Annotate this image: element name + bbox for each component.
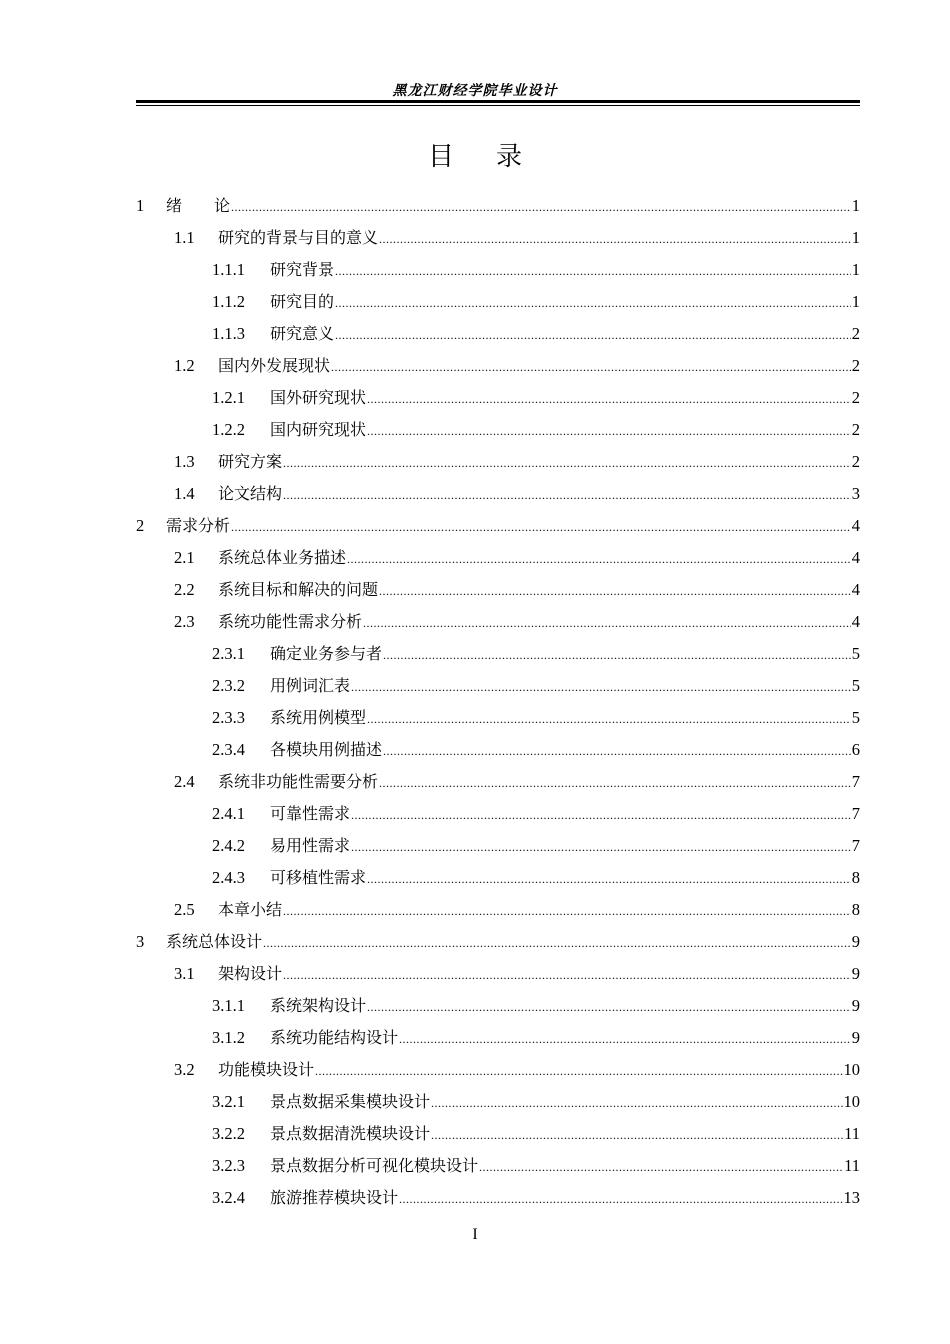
toc-entry-page: 7	[851, 772, 860, 791]
toc-entry-page: 2	[851, 356, 860, 375]
toc-dot-leader	[363, 607, 851, 639]
toc-entry-page: 13	[843, 1188, 860, 1207]
toc-entry[interactable]	[136, 542, 860, 574]
toc-entry-page: 5	[851, 676, 860, 695]
toc-entry-title: 绪 论	[166, 196, 231, 215]
toc-entry-number: 1.1.2	[212, 292, 245, 311]
toc-entry-page: 4	[851, 612, 860, 631]
toc-dot-leader	[399, 1023, 851, 1055]
page-number: I	[472, 1226, 478, 1243]
toc-entry-number: 3.1	[174, 964, 195, 983]
toc-entry-number: 3.1.1	[212, 996, 245, 1015]
toc-entry-number: 1.2.1	[212, 388, 245, 407]
toc-dot-leader	[283, 479, 851, 511]
toc-entry-title: 本章小结	[218, 900, 283, 919]
toc-entry-page: 10	[843, 1092, 860, 1111]
header-rule-thick	[136, 100, 860, 103]
toc-entry-number: 1.4	[174, 484, 195, 503]
toc-dot-leader	[231, 511, 851, 543]
toc-entry-title: 系统目标和解决的问题	[218, 580, 379, 599]
toc-entry[interactable]	[136, 1086, 860, 1118]
toc-entry-title: 旅游推荐模块设计	[270, 1188, 399, 1207]
toc-entry-page: 7	[851, 804, 860, 823]
toc-entry-number: 2.3	[174, 612, 195, 631]
toc-entry-title: 用例词汇表	[270, 676, 351, 695]
toc-dot-leader	[367, 991, 851, 1023]
toc-entry[interactable]	[136, 638, 860, 670]
toc-entry-page: 4	[851, 516, 860, 535]
toc-entry-title: 架构设计	[218, 964, 283, 983]
toc-entry-title: 论文结构	[218, 484, 283, 503]
toc-entry-number: 2	[136, 516, 145, 535]
toc-entry-page: 11	[844, 1124, 860, 1143]
toc-entry-number: 1.1.1	[212, 260, 245, 279]
toc-entry-number: 2.5	[174, 900, 195, 919]
toc-entry-number: 2.3.2	[212, 676, 245, 695]
toc-entry-page: 4	[851, 548, 860, 567]
toc-entry[interactable]	[136, 1150, 860, 1182]
toc-entry[interactable]	[136, 574, 860, 606]
toc-entry-number: 2.4.1	[212, 804, 245, 823]
toc-entry-page: 5	[851, 708, 860, 727]
toc-entry[interactable]	[136, 382, 860, 414]
toc-entry[interactable]	[136, 702, 860, 734]
toc-dot-leader	[431, 1119, 843, 1151]
toc-entry-number: 2.4.3	[212, 868, 245, 887]
toc-entry-title: 功能模块设计	[218, 1060, 315, 1079]
toc-entry-title: 研究意义	[270, 324, 335, 343]
toc-dot-leader	[383, 639, 851, 671]
toc-entry-number: 2.3.3	[212, 708, 245, 727]
toc-entry-title: 景点数据采集模块设计	[270, 1092, 431, 1111]
toc-entry-title: 各模块用例描述	[270, 740, 383, 759]
toc-entry-number: 3.2.4	[212, 1188, 245, 1207]
toc-entry-title: 系统总体设计	[166, 932, 263, 951]
toc-dot-leader	[379, 223, 851, 255]
toc-entry[interactable]	[136, 414, 860, 446]
toc-entry[interactable]	[136, 190, 860, 222]
toc-entry[interactable]	[136, 990, 860, 1022]
toc-title: 目录	[427, 142, 564, 172]
toc-entry-number: 2.4.2	[212, 836, 245, 855]
toc-dot-leader	[383, 735, 851, 767]
toc-dot-leader	[231, 191, 851, 223]
toc-dot-leader	[283, 447, 851, 479]
toc-dot-leader	[351, 799, 851, 831]
toc-entry[interactable]	[136, 734, 860, 766]
toc-dot-leader	[335, 287, 851, 319]
toc-dot-leader	[367, 703, 851, 735]
toc-dot-leader	[431, 1087, 842, 1119]
toc-entry-title: 国外研究现状	[270, 388, 367, 407]
toc-entry-number: 1.1	[174, 228, 195, 247]
toc-entry-page: 2	[851, 324, 860, 343]
toc-entry-page: 1	[851, 228, 860, 247]
toc-entry[interactable]	[136, 318, 860, 350]
toc-entry[interactable]	[136, 894, 860, 926]
toc-entry-page: 2	[851, 452, 860, 471]
toc-entry-page: 8	[851, 900, 860, 919]
toc-entry-page: 3	[851, 484, 860, 503]
toc-entry-page: 9	[851, 996, 860, 1015]
toc-entry[interactable]	[136, 478, 860, 510]
toc-entry-title: 系统非功能性需要分析	[218, 772, 379, 791]
toc-dot-leader	[399, 1183, 842, 1215]
toc-entry-title: 系统架构设计	[270, 996, 367, 1015]
toc-entry[interactable]	[136, 606, 860, 638]
toc-entry-number: 1.1.3	[212, 324, 245, 343]
toc-dot-leader	[283, 959, 851, 991]
toc-dot-leader	[263, 927, 851, 959]
toc-entry-number: 1.2.2	[212, 420, 245, 439]
toc-dot-leader	[335, 255, 851, 287]
toc-entry[interactable]	[136, 926, 860, 958]
toc-entry-number: 2.2	[174, 580, 195, 599]
toc-entry-title: 国内研究现状	[270, 420, 367, 439]
toc-entry[interactable]	[136, 222, 860, 254]
toc-entry[interactable]	[136, 1182, 860, 1214]
toc-entry-title: 研究方案	[218, 452, 283, 471]
toc-entry[interactable]	[136, 446, 860, 478]
toc-dot-leader	[283, 895, 851, 927]
toc-entry[interactable]	[136, 862, 860, 894]
toc-entry-number: 2.3.4	[212, 740, 245, 759]
toc-entry-title: 研究目的	[270, 292, 335, 311]
toc-dot-leader	[315, 1055, 842, 1087]
toc-entry-number: 1.2	[174, 356, 195, 375]
toc-entry-page: 9	[851, 964, 860, 983]
toc-entry[interactable]	[136, 350, 860, 382]
toc-entry-page: 7	[851, 836, 860, 855]
toc-entry[interactable]	[136, 1054, 860, 1086]
toc-dot-leader	[351, 671, 851, 703]
toc-entry-title: 可移植性需求	[270, 868, 367, 887]
toc-entry-page: 4	[851, 580, 860, 599]
header-rule-thin	[136, 105, 860, 106]
toc-entry-number: 3.2.1	[212, 1092, 245, 1111]
toc-entry-page: 6	[851, 740, 860, 759]
toc-entry[interactable]	[136, 766, 860, 798]
toc-entry-title: 易用性需求	[270, 836, 351, 855]
toc-dot-leader	[379, 575, 851, 607]
toc-entry[interactable]	[136, 798, 860, 830]
toc-entry[interactable]	[136, 286, 860, 318]
toc-entry-title: 系统功能结构设计	[270, 1028, 399, 1047]
toc-entry-page: 2	[851, 388, 860, 407]
toc-entry-title: 需求分析	[166, 516, 231, 535]
toc-dot-leader	[367, 415, 851, 447]
toc-entry-title: 景点数据分析可视化模块设计	[270, 1156, 479, 1175]
toc-entry[interactable]	[136, 958, 860, 990]
toc-entry[interactable]	[136, 670, 860, 702]
toc-entry-title: 确定业务参与者	[270, 644, 383, 663]
table-of-contents	[136, 190, 860, 1214]
toc-dot-leader	[379, 767, 851, 799]
toc-entry-number: 3.2	[174, 1060, 195, 1079]
toc-entry-title: 国内外发展现状	[218, 356, 331, 375]
toc-entry-page: 1	[851, 260, 860, 279]
toc-entry[interactable]	[136, 830, 860, 862]
toc-entry-number: 2.3.1	[212, 644, 245, 663]
toc-entry-page: 2	[851, 420, 860, 439]
toc-entry-page: 8	[851, 868, 860, 887]
toc-entry-page: 5	[851, 644, 860, 663]
toc-entry-number: 1	[136, 196, 145, 215]
toc-entry-number: 3.2.3	[212, 1156, 245, 1175]
toc-entry-title: 可靠性需求	[270, 804, 351, 823]
toc-entry-title: 系统功能性需求分析	[218, 612, 363, 631]
toc-entry-number: 2.4	[174, 772, 195, 791]
toc-dot-leader	[367, 383, 851, 415]
toc-dot-leader	[347, 543, 851, 575]
toc-entry-number: 1.3	[174, 452, 195, 471]
toc-entry-page: 9	[851, 1028, 860, 1047]
toc-dot-leader	[479, 1151, 843, 1183]
toc-entry-page: 1	[851, 292, 860, 311]
toc-entry-page: 10	[843, 1060, 860, 1079]
toc-entry[interactable]	[136, 254, 860, 286]
page-header: 黑龙江财经学院毕业设计	[392, 83, 558, 99]
toc-entry-page: 1	[851, 196, 860, 215]
toc-entry[interactable]	[136, 510, 860, 542]
toc-entry-title: 研究的背景与目的意义	[218, 228, 379, 247]
toc-entry-title: 景点数据清洗模块设计	[270, 1124, 431, 1143]
toc-entry-number: 2.1	[174, 548, 195, 567]
toc-entry-title: 系统用例模型	[270, 708, 367, 727]
toc-entry-page: 11	[844, 1156, 860, 1175]
toc-dot-leader	[331, 351, 851, 383]
toc-dot-leader	[351, 831, 851, 863]
toc-entry-number: 3	[136, 932, 145, 951]
toc-entry-page: 9	[851, 932, 860, 951]
toc-entry-title: 系统总体业务描述	[218, 548, 347, 567]
toc-entry[interactable]	[136, 1118, 860, 1150]
toc-entry[interactable]	[136, 1022, 860, 1054]
toc-dot-leader	[335, 319, 851, 351]
toc-dot-leader	[367, 863, 851, 895]
toc-entry-number: 3.1.2	[212, 1028, 245, 1047]
toc-entry-number: 3.2.2	[212, 1124, 245, 1143]
toc-entry-title: 研究背景	[270, 260, 335, 279]
